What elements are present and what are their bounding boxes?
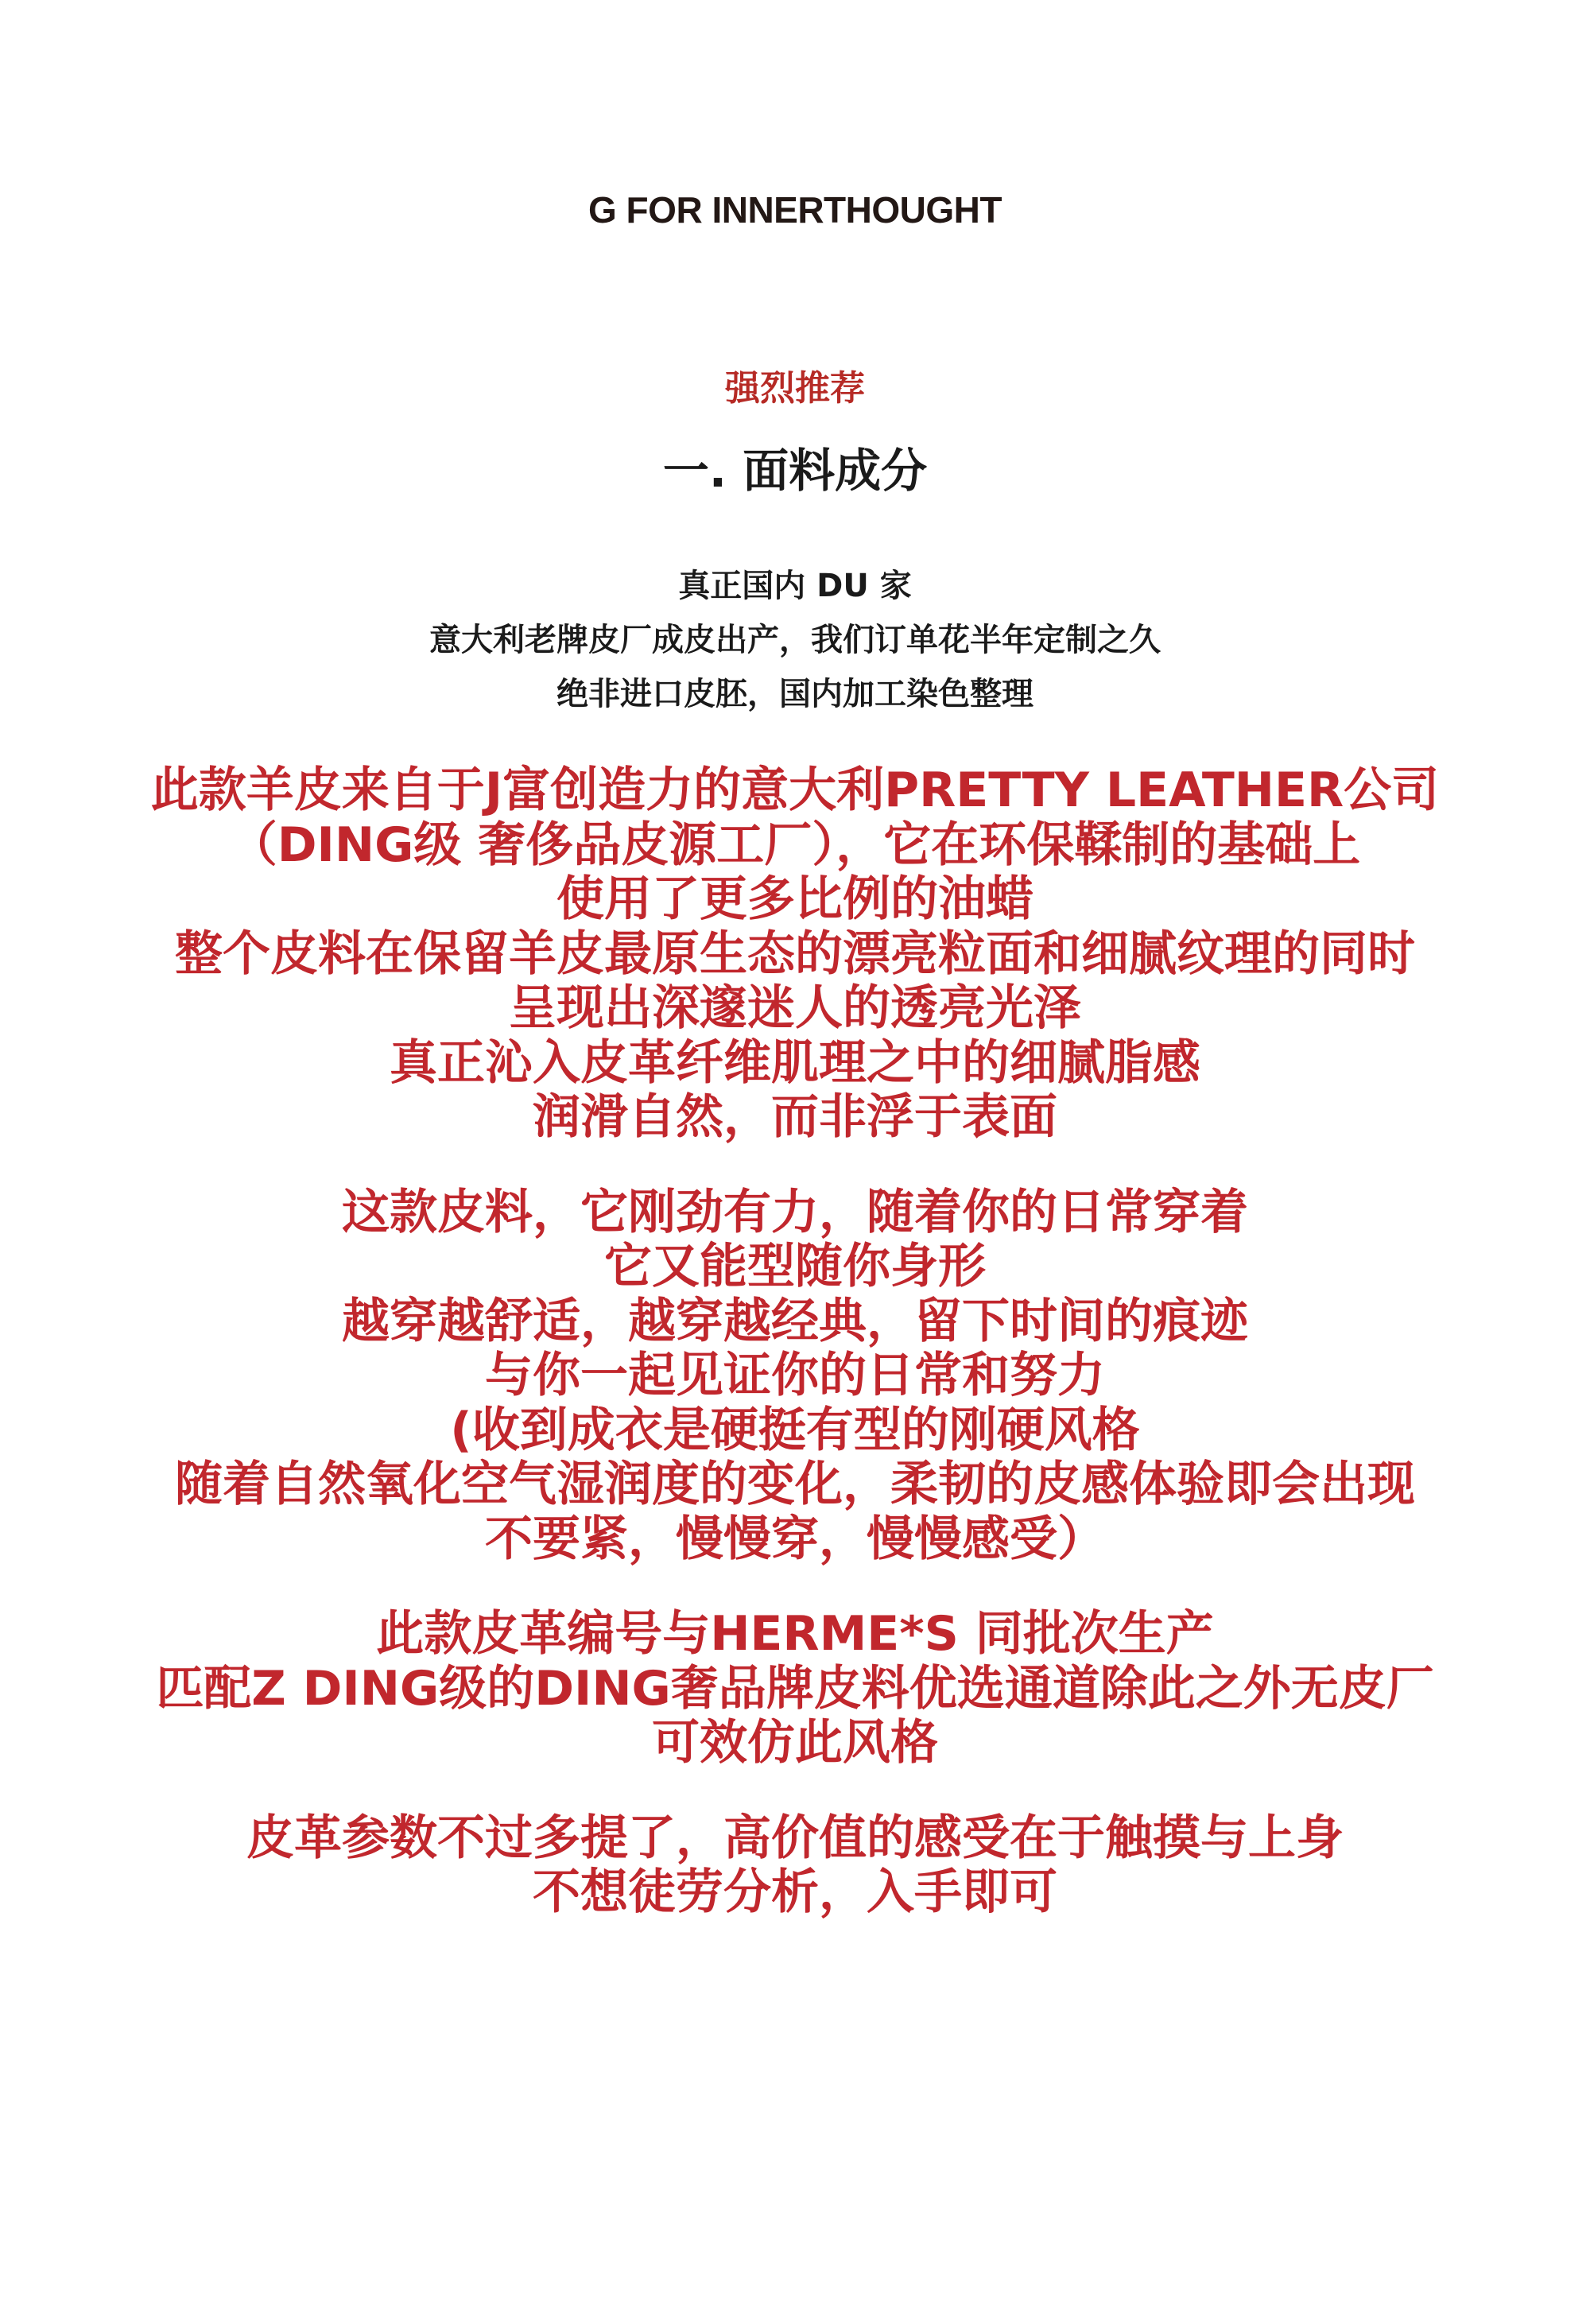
- text-line: 它又能型随你身形: [604, 1239, 986, 1294]
- text-line: 越穿越舒适，越穿越经典，留下时间的痕迹: [342, 1293, 1248, 1349]
- text-line: 真正沁入皮革纤维肌理之中的细腻脂感: [390, 1034, 1200, 1091]
- description-body: [0, 763, 1590, 1920]
- text-line: (收到成衣是硬挺有型的刚硬风格: [450, 1402, 1140, 1458]
- text-line: 可效仿此风格: [652, 1715, 938, 1771]
- intro-line: 绝非进口皮胚，国内加工染色整理: [556, 676, 1034, 712]
- text-line: 不想徒劳分析，入手即可: [533, 1864, 1057, 1920]
- section-title: 一. 面料成分: [662, 444, 928, 498]
- intro-block: [0, 559, 1590, 721]
- paragraph-gap: [0, 1771, 1590, 1811]
- intro-line: 真正国内 DU 家: [678, 568, 912, 604]
- paragraph-closing: [0, 1811, 1590, 1920]
- paragraph-gap: [0, 1566, 1590, 1607]
- text-line: 此款皮革编号与HERME*S 同批次生产: [376, 1606, 1214, 1662]
- text-line: 使用了更多比例的油蜡: [556, 871, 1034, 927]
- text-line: 呈现出深邃迷人的透亮光泽: [509, 980, 1081, 1036]
- text-line: 与你一起见证你的日常和努力: [485, 1348, 1105, 1403]
- text-line: （DING级 奢侈品皮源工厂），它在环保鞣制的基础上: [229, 817, 1361, 873]
- text-line: 匹配Z DING级的DING奢品牌皮料优选通道除此之外无皮厂: [156, 1660, 1434, 1717]
- intro-line: 意大利老牌皮厂成皮出产，我们订单花半年定制之久: [429, 622, 1161, 658]
- recommend-tag: 强烈推荐: [725, 368, 865, 409]
- text-line: 润滑自然，而非浮于表面: [533, 1089, 1057, 1145]
- paragraph-batch-info: [0, 1607, 1590, 1771]
- paragraph-gap: [0, 1145, 1590, 1185]
- text-line: 这款皮料，它刚劲有力，随着你的日常穿着: [342, 1184, 1248, 1240]
- brand-title: G FOR INNERTHOUGHT: [588, 189, 1002, 231]
- text-line: 随着自然氧化空气湿润度的变化，柔韧的皮感体验即会出现: [175, 1457, 1415, 1512]
- paragraph-leather-source: [0, 763, 1590, 1145]
- text-line: 皮革参数不过多提了，高价值的感受在于触摸与上身: [246, 1810, 1344, 1866]
- text-line: 此款羊皮来自于J富创造力的意大利PRETTY LEATHER公司: [150, 762, 1440, 818]
- text-line: 整个皮料在保留羊皮最原生态的漂亮粒面和细腻纹理的同时: [175, 925, 1415, 982]
- text-line: 不要紧，慢慢穿，慢慢感受）: [485, 1511, 1105, 1567]
- paragraph-wear-feel: [0, 1185, 1590, 1567]
